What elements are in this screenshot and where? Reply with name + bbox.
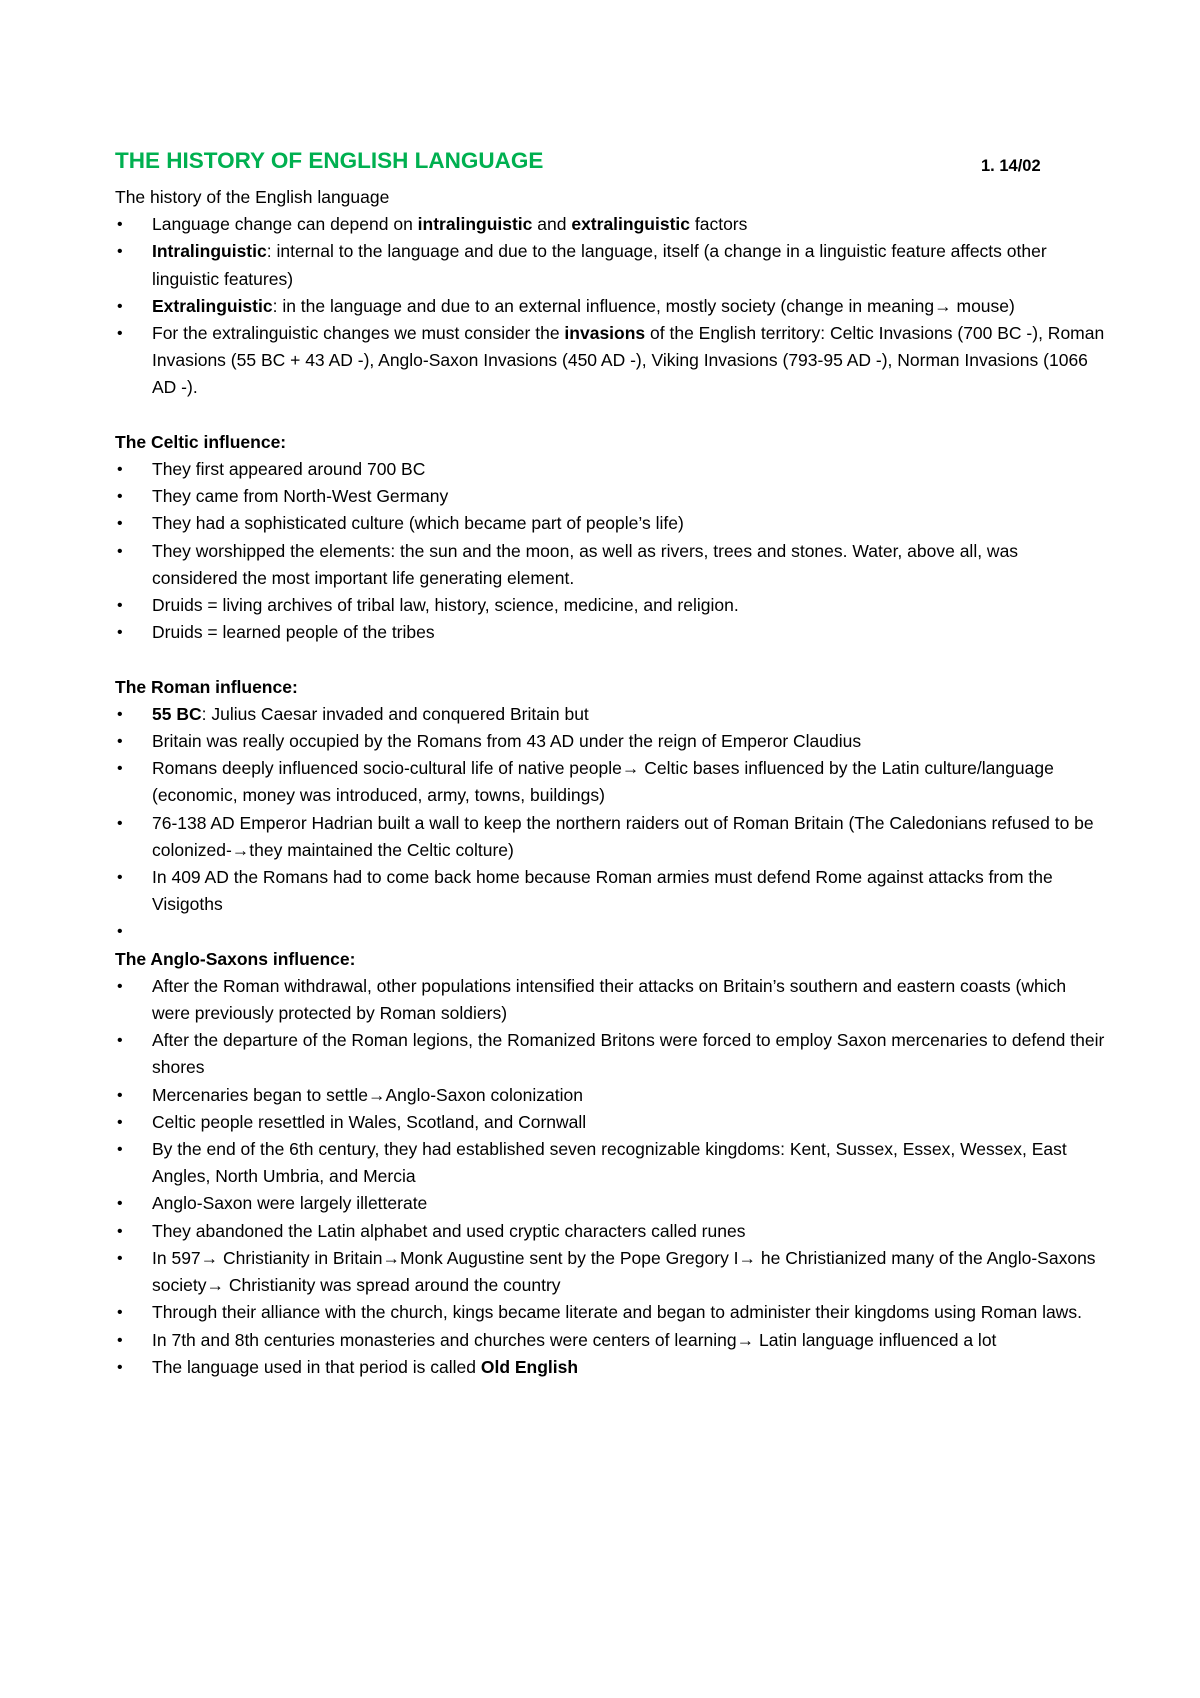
bullet-icon: •	[117, 542, 123, 560]
bullet-icon: •	[117, 1331, 123, 1349]
text-run: For the extralinguistic changes we must consider the	[152, 323, 565, 344]
document-title: THE HISTORY OF ENGLISH LANGUAGE	[115, 148, 544, 173]
bullet-icon: •	[117, 923, 123, 941]
text-run: They worshipped the elements: the sun and the moon, as well as rivers, trees and stones. Water, above all, was considered the most important life generating element.	[152, 540, 1019, 588]
celtic-list	[115, 456, 1105, 646]
bold-term: invasions	[564, 323, 646, 344]
list-item-text	[152, 1193, 427, 1213]
anglosaxon-heading: The Anglo-Saxons influence:	[115, 948, 356, 969]
text-run: Through their alliance with the church, kings became literate and began to administer their kingdoms using Roman laws.	[152, 1302, 1082, 1323]
text-run: The language used in that period is called	[152, 1356, 481, 1377]
bullet-icon: •	[117, 1086, 123, 1104]
title-row	[115, 146, 1105, 184]
text-run: They first appeared around 700 BC	[152, 459, 426, 480]
celtic-heading: The Celtic influence:	[115, 431, 287, 452]
blank-line	[115, 402, 1105, 429]
text-run: In 597→ Christianity in Britain→Monk Augustine sent by the Pope Gregory I→ he Christianized many of the Anglo-Saxons society→ Christianity was spread around the country	[152, 1247, 1096, 1296]
list-item	[115, 864, 1105, 918]
intro-list	[115, 211, 1105, 401]
list-item	[115, 1082, 1105, 1109]
list-item	[115, 211, 1105, 238]
list-item	[115, 973, 1105, 1027]
document-body	[115, 146, 1105, 1381]
list-item-text	[152, 1030, 1104, 1077]
list-item-text	[152, 513, 684, 533]
bullet-icon: •	[117, 1304, 123, 1322]
bullet-icon: •	[117, 461, 123, 479]
list-item-text	[152, 622, 435, 642]
list-item	[115, 456, 1105, 483]
list-item	[115, 1245, 1105, 1299]
list-item-text	[152, 1248, 1096, 1295]
bullet-icon: •	[117, 1032, 123, 1050]
list-item	[115, 1190, 1105, 1217]
bullet-icon: •	[117, 977, 123, 995]
text-run: Druids = learned people of the tribes	[152, 622, 435, 643]
list-item	[115, 1299, 1105, 1326]
list-item-text	[152, 1302, 1082, 1322]
text-run: They had a sophisticated culture (which became part of people’s life)	[152, 513, 684, 534]
list-item	[115, 755, 1105, 809]
text-run: By the end of the 6th century, they had established seven recognizable kingdoms: Kent, Sussex, Essex, Wessex, East Angles, North Umbria, and Mercia	[152, 1139, 1067, 1187]
list-item-text	[152, 1085, 583, 1105]
blank-line	[115, 646, 1105, 673]
bullet-icon: •	[117, 1249, 123, 1267]
text-run: Language change can depend on	[152, 214, 418, 235]
text-run: : in the language and due to an external influence, mostly society (change in meaning→ mouse)	[272, 295, 1015, 316]
bold-term: intralinguistic	[417, 214, 533, 235]
list-item	[115, 1327, 1105, 1354]
list-item-text	[152, 1330, 996, 1350]
text-run: of the English territory: Celtic Invasions (700 BC -), Roman Invasions (55 BC + 43 AD -), Anglo-Saxon Invasions (450 AD -), Viking Invasions (793-95 AD -), Norman Invasions (1066 AD -).	[152, 323, 1105, 398]
bullet-icon: •	[117, 216, 123, 234]
list-item	[115, 810, 1105, 864]
text-run: Romans deeply influenced socio-cultural life of native people→ Celtic bases influenced by the Latin culture/language (economic, money was introduced, army, towns, buildings)	[152, 758, 1054, 806]
bullet-icon: •	[117, 325, 123, 343]
list-item-text	[152, 1139, 1067, 1186]
text-run: 76-138 AD Emperor Hadrian built a wall to keep the northern raiders out of Roman Britain (The Caledonians refused to be colonized-→they maintained the Celtic colture)	[152, 812, 1094, 860]
bullet-icon: •	[117, 243, 123, 261]
bullet-icon: •	[117, 1113, 123, 1131]
list-item-text	[152, 323, 1104, 397]
list-item-text	[152, 595, 739, 615]
list-item	[115, 293, 1105, 320]
text-run: Druids = living archives of tribal law, history, science, medicine, and religion.	[152, 595, 739, 616]
bullet-icon: •	[117, 1358, 123, 1376]
list-item-text	[152, 921, 157, 941]
document-date: 1. 14/02	[981, 157, 1041, 175]
bullet-icon: •	[117, 624, 123, 642]
list-item-text	[152, 867, 1053, 914]
text-run: In 7th and 8th centuries monasteries and churches were centers of learning→ Latin language influenced a lot	[152, 1329, 997, 1350]
bold-term: 55 BC	[152, 703, 202, 724]
list-item-text	[152, 459, 425, 479]
list-item	[115, 483, 1105, 510]
bullet-icon: •	[117, 760, 123, 778]
text-run: They abandoned the Latin alphabet and used cryptic characters called runes	[152, 1220, 746, 1241]
text-run: In 409 AD the Romans had to come back home because Roman armies must defend Rome against attacks from the Visigoths	[152, 867, 1053, 915]
anglosaxon-list	[115, 973, 1105, 1381]
bullet-icon: •	[117, 1195, 123, 1213]
list-item-text	[152, 1357, 578, 1377]
list-item-text	[152, 486, 448, 506]
list-item	[115, 1136, 1105, 1190]
intro-line: The history of the English language	[115, 187, 390, 207]
list-item	[115, 1027, 1105, 1081]
list-item-text	[152, 241, 1047, 288]
bullet-icon: •	[117, 1222, 123, 1240]
text-run: Anglo-Saxon were largely illetterate	[152, 1193, 428, 1214]
list-item-text	[152, 813, 1094, 860]
text-run: Britain was really occupied by the Romans from 43 AD under the reign of Emperor Claudius	[152, 731, 862, 752]
list-item	[115, 918, 1105, 945]
bullet-icon: •	[117, 597, 123, 615]
list-item	[115, 701, 1105, 728]
text-run: They came from North-West Germany	[152, 486, 449, 507]
list-item	[115, 1109, 1105, 1136]
bullet-icon: •	[117, 814, 123, 832]
list-item-text	[152, 1221, 745, 1241]
bullet-icon: •	[117, 515, 123, 533]
bullet-icon: •	[117, 488, 123, 506]
list-item-text	[152, 731, 861, 751]
bullet-icon: •	[117, 733, 123, 751]
list-item-text	[152, 976, 1066, 1023]
text-run: After the departure of the Roman legions, the Romanized Britons were forced to employ Saxon mercenaries to defend their shores	[152, 1030, 1105, 1078]
list-item-text	[152, 704, 589, 724]
list-item	[115, 320, 1105, 402]
list-item-text	[152, 214, 747, 234]
text-run: Celtic people resettled in Wales, Scotland, and Cornwall	[152, 1111, 587, 1132]
bold-term: Extralinguistic	[152, 295, 273, 316]
list-item	[115, 1218, 1105, 1245]
text-run: and	[532, 214, 572, 235]
text-run: After the Roman withdrawal, other populations intensified their attacks on Britain’s southern and eastern coasts (which were previously protected by Roman soldiers)	[152, 975, 1067, 1024]
list-item-text	[152, 758, 1054, 805]
list-item	[115, 728, 1105, 755]
text-run: : internal to the language and due to the language, itself (a change in a linguistic feature affects other linguistic features)	[152, 241, 1047, 289]
roman-heading: The Roman influence:	[115, 676, 298, 697]
text-run: Mercenaries began to settle→Anglo-Saxon colonization	[152, 1084, 583, 1105]
list-item-text	[152, 1112, 586, 1132]
bullet-icon: •	[117, 297, 123, 315]
text-run: : Julius Caesar invaded and conquered Britain but	[201, 703, 589, 724]
bullet-icon: •	[117, 1141, 123, 1159]
bold-term: extralinguistic	[571, 214, 690, 235]
list-item	[115, 238, 1105, 292]
list-item	[115, 1354, 1105, 1381]
list-item-text	[152, 541, 1018, 588]
list-item	[115, 619, 1105, 646]
list-item	[115, 592, 1105, 619]
list-item-text	[152, 296, 1015, 316]
list-item	[115, 510, 1105, 537]
roman-list	[115, 701, 1105, 946]
bullet-icon: •	[117, 705, 123, 723]
list-item	[115, 538, 1105, 592]
text-run: factors	[690, 214, 748, 235]
bold-term: Old English	[480, 1356, 579, 1377]
bullet-icon: •	[117, 869, 123, 887]
bold-term: Intralinguistic	[152, 241, 267, 262]
